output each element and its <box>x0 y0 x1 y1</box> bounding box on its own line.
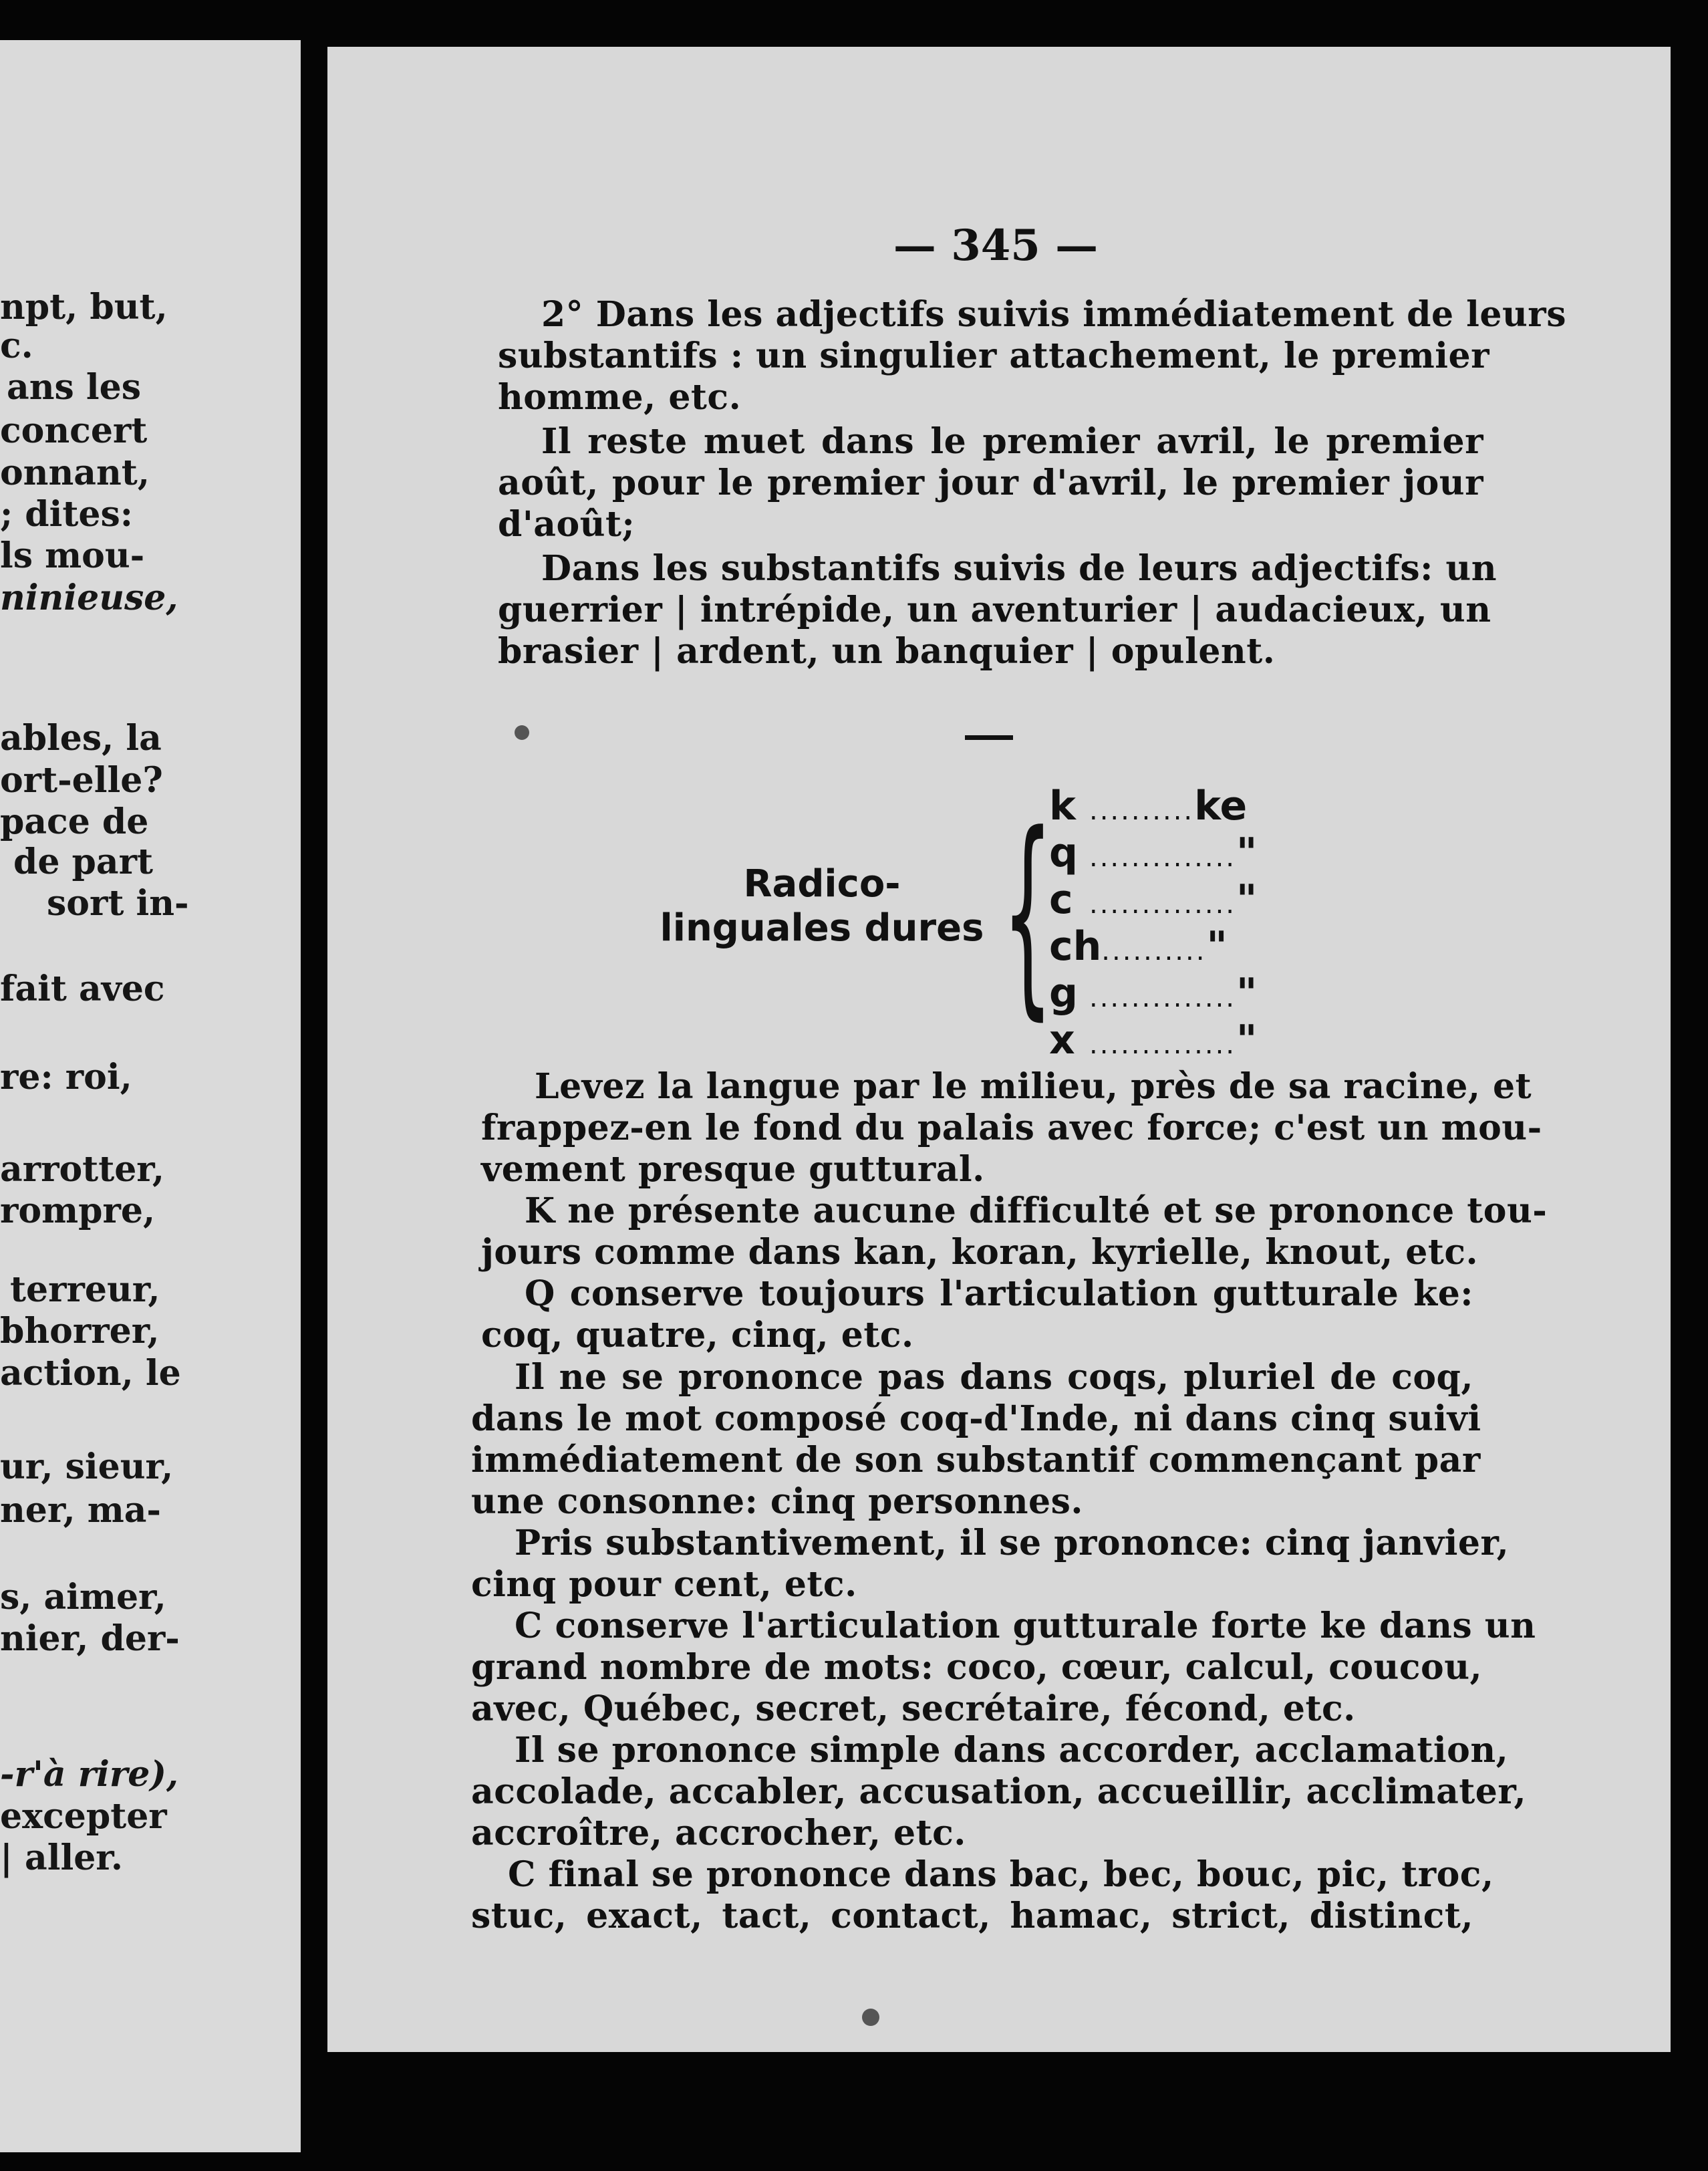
text-line: grand nombre de mots: coco, cœur, calcul, coucou, <box>471 1647 1483 1688</box>
left-line: s, aimer, <box>0 1577 166 1618</box>
text-line: immédiatement de son substantif commençant par <box>471 1440 1481 1481</box>
left-line: ls mou- <box>0 535 145 576</box>
left-line: ner, ma- <box>0 1490 162 1531</box>
left-line: | aller. <box>0 1837 124 1878</box>
table-row <box>1049 970 1258 1019</box>
pronunciation-value: " <box>1206 923 1228 970</box>
left-line: c. <box>0 326 33 366</box>
paragraph-coq <box>471 1357 1536 1937</box>
text-line: homme, etc. <box>498 377 742 418</box>
text-line: accolade, accabler, accusation, accueillir, acclimater, <box>471 1771 1527 1812</box>
left-page-fragment <box>0 40 301 2152</box>
text-line: Levez la langue par le milieu, près de sa racine, et <box>535 1066 1532 1107</box>
text-line: frappez-en le fond du palais avec force; c'est un mou- <box>481 1108 1542 1148</box>
consonant-letter: k <box>1049 783 1076 829</box>
leader-dots: .......... <box>1101 936 1207 967</box>
text-line: Dans les substantifs suivis de leurs adjectifs: un <box>541 548 1498 589</box>
curly-brace-icon: { <box>1002 787 1053 1039</box>
text-line: Il ne se prononce pas dans coqs, pluriel de coq, <box>515 1357 1473 1398</box>
left-line: excepter <box>0 1796 167 1837</box>
left-line: pace de <box>0 801 149 842</box>
leader-dots: .............. <box>1089 842 1237 873</box>
table-title-line: linguales dures <box>660 906 984 950</box>
text-line: d'août; <box>498 504 635 545</box>
text-line: jours comme dans kan, koran, kyrielle, knout, etc. <box>481 1232 1479 1273</box>
page-number: — 345 — <box>893 221 1099 271</box>
table-row <box>1049 1019 1257 1066</box>
left-line: ables, la <box>0 718 162 759</box>
left-line: npt, but, <box>0 287 168 328</box>
text-line: brasier | ardent, un banquier | opulent. <box>498 631 1276 672</box>
pronunciation-value: " <box>1236 970 1258 1017</box>
table-title <box>655 862 989 950</box>
text-line: avec, Québec, secret, secrétaire, fécond, etc. <box>471 1688 1356 1729</box>
text-line: une consonne: cinq personnes. <box>471 1481 1083 1522</box>
text-line: Q conserve toujours l'articulation gutturale ke: <box>525 1273 1473 1314</box>
text-line: Il se prononce simple dans accorder, acclamation, <box>515 1730 1509 1771</box>
table-row <box>1049 923 1257 973</box>
pronunciation-value: " <box>1236 1017 1258 1063</box>
left-line: fait avec <box>0 969 165 1009</box>
left-line: bhorrer, <box>0 1311 160 1352</box>
section-separator <box>965 735 1013 740</box>
table-title-line: Radico- <box>743 862 901 906</box>
left-line: de part <box>13 842 154 882</box>
text-line: K ne présente aucune difficulté et se prononce tou- <box>525 1190 1548 1231</box>
text-line: accroître, accrocher, etc. <box>471 1813 966 1854</box>
left-line: ans les <box>7 367 141 408</box>
text-line: vement presque guttural. <box>481 1149 985 1190</box>
left-line: nier, der- <box>0 1618 180 1659</box>
ink-speck <box>862 2009 879 2026</box>
consonant-table <box>1049 785 1257 1066</box>
paragraph-muet <box>498 421 1483 545</box>
leader-dots: .............. <box>1089 983 1237 1013</box>
text-line: stuc, exact, tact, contact, hamac, strict, distinct, <box>471 1896 1473 1936</box>
pronunciation-value: ke <box>1194 783 1248 829</box>
left-line: ur, sieur, <box>0 1446 174 1487</box>
paragraph-substantifs <box>498 548 1498 672</box>
text-line: substantifs : un singulier attachement, le premier <box>498 336 1490 376</box>
text-line: coq, quatre, cinq, etc. <box>481 1315 914 1356</box>
left-line: ; dites: <box>0 494 133 535</box>
left-line: ninieuse, <box>0 578 178 618</box>
consonant-letter: g <box>1049 970 1078 1017</box>
left-line: sort in- <box>47 883 189 924</box>
table-row <box>1049 829 1258 879</box>
leader-dots: .............. <box>1089 1029 1237 1060</box>
leader-dots: .......... <box>1089 795 1195 826</box>
left-line: arrotter, <box>0 1149 165 1190</box>
table-row <box>1049 876 1258 926</box>
left-line: ort-elle? <box>0 760 163 801</box>
text-line: C conserve l'articulation gutturale forte ke dans un <box>515 1606 1536 1646</box>
text-line: 2° Dans les adjectifs suivis immédiatement de leurs <box>541 294 1566 335</box>
leader-dots: .............. <box>1089 889 1237 920</box>
left-line: action, le <box>0 1353 181 1394</box>
left-line: onnant, <box>0 453 150 493</box>
text-line: guerrier | intrépide, un aventurier | audacieux, un <box>498 590 1491 630</box>
text-line: août, pour le premier jour d'avril, le premier jour <box>498 463 1483 503</box>
consonant-letter: q <box>1049 829 1078 876</box>
consonant-letter: x <box>1049 1017 1075 1063</box>
text-line: Il reste muet dans le premier avril, le premier <box>541 421 1483 462</box>
left-line: re: roi, <box>0 1057 132 1098</box>
text-line: Pris substantivement, il se prononce: cinq janvier, <box>515 1523 1510 1563</box>
pronunciation-value: " <box>1236 876 1258 923</box>
paragraph-adjectifs <box>498 294 1566 418</box>
paragraph-langue <box>481 1066 1548 1356</box>
pronunciation-value: " <box>1236 829 1258 876</box>
left-line: -r'à rire), <box>0 1754 179 1795</box>
table-row <box>1049 785 1257 832</box>
consonant-letter: ch <box>1049 923 1102 970</box>
ink-speck <box>515 725 529 740</box>
left-line: concert <box>0 410 148 451</box>
consonant-letter: c <box>1049 876 1073 923</box>
text-line: cinq pour cent, etc. <box>471 1564 857 1605</box>
left-line: rompre, <box>0 1190 156 1231</box>
text-line: C final se prononce dans bac, bec, bouc, pic, troc, <box>508 1854 1494 1895</box>
text-line: dans le mot composé coq-d'Inde, ni dans cinq suivi <box>471 1398 1481 1439</box>
left-line: terreur, <box>10 1269 160 1310</box>
